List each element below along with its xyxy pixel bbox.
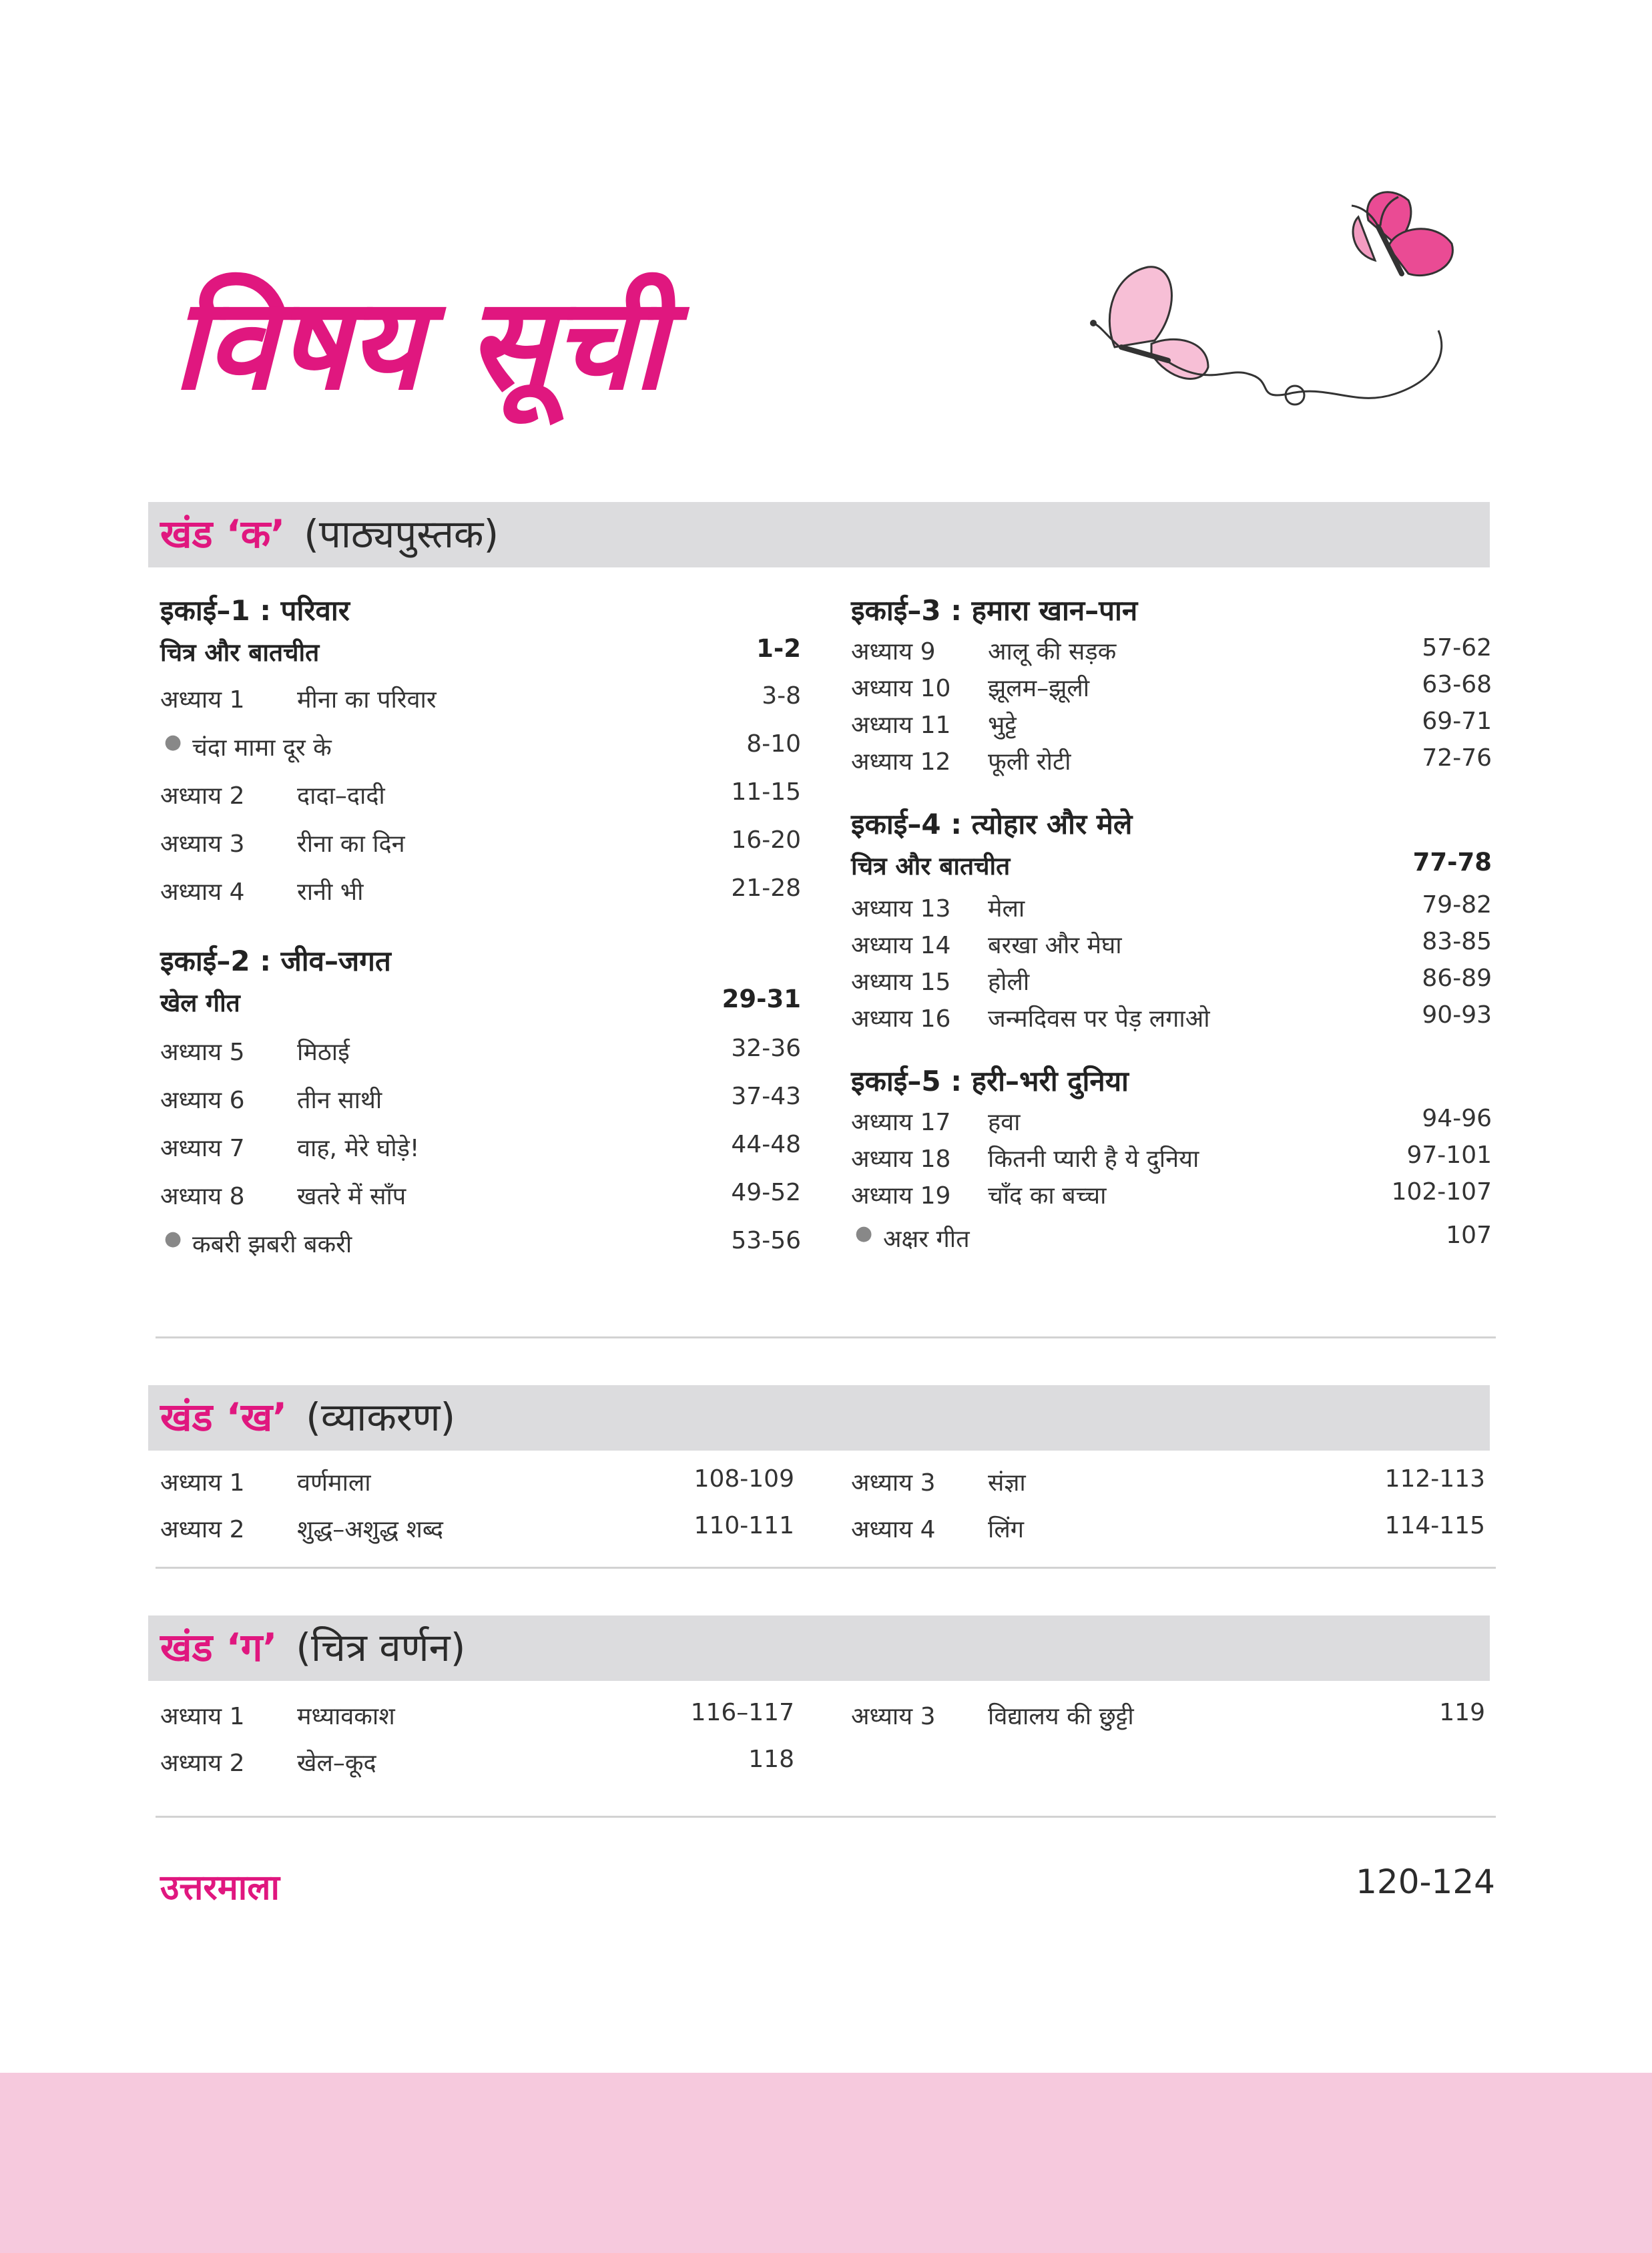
toc-row[interactable]: [160, 826, 801, 874]
toc-row[interactable]: [160, 1083, 801, 1131]
row-chapter: अध्याय 10: [851, 675, 951, 702]
toc-row[interactable]: [160, 1035, 801, 1083]
row-pages: 118: [748, 1746, 794, 1773]
row-chapter: अध्याय 17: [851, 1109, 951, 1136]
row-pages: 21-28: [731, 874, 801, 902]
row-chapter: अध्याय 6: [160, 1087, 245, 1114]
row-pages: 69-71: [1422, 708, 1492, 735]
row-chapter: अध्याय 2: [160, 782, 245, 810]
row-title: भुट्टे: [988, 712, 1017, 739]
row-title: होली: [988, 969, 1030, 996]
row-chapter: अध्याय 2: [160, 1516, 245, 1543]
toc-row[interactable]: [851, 848, 1492, 891]
row-pages: 44-48: [731, 1131, 801, 1158]
divider: [156, 1336, 1496, 1338]
toc-row[interactable]: [851, 1178, 1492, 1222]
row-title: दादा–दादी: [297, 782, 385, 810]
row-chapter: अध्याय 4: [851, 1516, 936, 1543]
toc-row[interactable]: [160, 778, 801, 826]
row-title: मिठाई: [297, 1039, 350, 1066]
section-b-label: खंड ‘ख’: [160, 1395, 288, 1440]
row-title: खेल–कूद: [297, 1750, 376, 1777]
row-pages: 108-109: [694, 1465, 794, 1493]
unit-5-title: इकाई–5 : हरी–भरी दुनिया: [851, 1065, 1129, 1097]
row-title: खेल गीत: [160, 989, 240, 1017]
row-pages: 1-2: [756, 634, 801, 663]
toc-row[interactable]: [160, 874, 801, 938]
section-c-subtitle: (चित्र वर्णन): [296, 1625, 466, 1670]
row-title: बरखा और मेघा: [988, 932, 1122, 959]
page-title: विषय सूची: [172, 269, 666, 418]
row-pages: 112-113: [1384, 1465, 1485, 1493]
row-pages: 119: [1439, 1699, 1485, 1726]
row-title: चंदा मामा दूर के: [192, 734, 332, 762]
toc-right-column: [851, 587, 1492, 1258]
row-title: चित्र और बातचीत: [851, 852, 1011, 881]
row-chapter: अध्याय 2: [160, 1750, 245, 1777]
row-pages: 16-20: [731, 826, 801, 854]
section-b-band: [148, 1385, 1490, 1451]
section-c-label: खंड ‘ग’: [160, 1625, 278, 1670]
section-b-subtitle: (व्याकरण): [306, 1395, 456, 1440]
toc-row[interactable]: [851, 1105, 1492, 1142]
row-title: वर्णमाला: [297, 1469, 371, 1497]
row-title: मध्यावकाश: [297, 1703, 395, 1730]
row-title: मेला: [988, 895, 1025, 923]
row-pages: 110-111: [694, 1512, 794, 1539]
divider: [156, 1816, 1496, 1818]
toc-row[interactable]: [851, 928, 1492, 965]
section-a-subtitle: (पाठ्यपुस्तक): [304, 511, 499, 557]
toc-row[interactable]: [160, 1227, 801, 1275]
row-pages: 53-56: [731, 1227, 801, 1254]
toc-row[interactable]: [851, 891, 1492, 928]
row-title: फूली रोटी: [988, 748, 1071, 776]
toc-row[interactable]: [160, 985, 801, 1035]
row-pages: 57-62: [1422, 634, 1492, 662]
toc-row[interactable]: [851, 965, 1492, 1001]
footer-band: [0, 2073, 1652, 2253]
row-pages: 107: [1446, 1222, 1492, 1249]
toc-row[interactable]: [851, 1142, 1492, 1178]
row-pages: 90-93: [1422, 1001, 1492, 1029]
row-pages: 32-36: [731, 1035, 801, 1062]
row-title: मीना का परिवार: [297, 686, 437, 714]
unit-2-title: इकाई–2 : जीव–जगत: [160, 945, 391, 977]
row-title: रीना का दिन: [297, 830, 405, 858]
section-a-band: [148, 502, 1490, 567]
row-chapter: अध्याय 5: [160, 1039, 245, 1066]
row-chapter: अध्याय 18: [851, 1146, 951, 1173]
row-pages: 94-96: [1422, 1105, 1492, 1132]
row-title: चाँद का बच्चा: [988, 1182, 1107, 1210]
row-title: झूलम–झूली: [988, 675, 1090, 702]
row-chapter: अध्याय 1: [160, 1469, 245, 1497]
row-chapter: अध्याय 3: [851, 1469, 936, 1497]
toc-row[interactable]: [160, 634, 801, 682]
row-chapter: अध्याय 9: [851, 638, 936, 666]
row-chapter: अध्याय 8: [160, 1183, 245, 1210]
row-title: जन्मदिवस पर पेड़ लगाओ: [988, 1005, 1210, 1033]
row-chapter: अध्याय 13: [851, 895, 951, 923]
row-pages: 97-101: [1406, 1142, 1492, 1169]
row-title: रानी भी: [297, 879, 364, 906]
row-title: हवा: [988, 1109, 1021, 1136]
row-pages: 114-115: [1384, 1512, 1485, 1539]
answers-pages: 120-124: [1356, 1862, 1495, 1901]
row-chapter: अध्याय 12: [851, 748, 951, 776]
toc-row[interactable]: [160, 1179, 801, 1227]
toc-row[interactable]: [851, 671, 1492, 708]
row-chapter: अध्याय 3: [160, 830, 245, 858]
row-pages: 83-85: [1422, 928, 1492, 955]
row-pages: 8-10: [746, 730, 801, 758]
row-title: खतरे में साँप: [297, 1183, 406, 1210]
toc-row[interactable]: [851, 634, 1492, 671]
toc-row[interactable]: [851, 708, 1492, 744]
butterflies-illustration: [1075, 180, 1475, 434]
right-butterfly-icon: [1352, 192, 1452, 276]
row-title: विद्यालय की छुट्टी: [988, 1703, 1134, 1730]
answers-link[interactable]: उत्तरमाला: [160, 1868, 280, 1908]
section-a-label: खंड ‘क’: [160, 511, 286, 557]
row-title: लिंग: [988, 1516, 1025, 1543]
left-butterfly-icon: [1090, 267, 1442, 405]
row-chapter: अध्याय 4: [160, 879, 245, 906]
row-title: आलू की सड़क: [988, 638, 1117, 666]
row-pages: 11-15: [731, 778, 801, 806]
row-pages: 116–117: [690, 1699, 794, 1726]
row-chapter: अध्याय 19: [851, 1182, 951, 1210]
row-pages: 37-43: [731, 1083, 801, 1110]
toc-row[interactable]: [160, 1131, 801, 1179]
bullet-icon: ●: [164, 1227, 182, 1250]
row-title: शुद्ध–अशुद्ध शब्द: [297, 1516, 444, 1543]
row-title: अक्षर गीत: [883, 1226, 970, 1253]
row-pages: 3-8: [762, 682, 801, 710]
toc-left-column: [160, 587, 801, 1275]
bullet-icon: ●: [164, 730, 182, 754]
unit-3-title: इकाई–3 : हमारा खान–पान: [851, 594, 1138, 627]
row-chapter: अध्याय 16: [851, 1005, 951, 1033]
row-pages: 29-31: [722, 985, 801, 1013]
row-pages: 102-107: [1391, 1178, 1492, 1206]
toc-row[interactable]: [851, 1001, 1492, 1058]
section-c-band: [148, 1615, 1490, 1681]
row-chapter: अध्याय 3: [851, 1703, 936, 1730]
row-title: कबरी झबरी बकरी: [192, 1231, 352, 1258]
row-pages: 77-78: [1412, 848, 1492, 877]
row-chapter: अध्याय 11: [851, 712, 951, 739]
row-chapter: अध्याय 15: [851, 969, 951, 996]
row-title: चित्र और बातचीत: [160, 638, 320, 667]
row-pages: 79-82: [1422, 891, 1492, 919]
toc-row[interactable]: [160, 730, 801, 778]
row-title: तीन साथी: [297, 1087, 382, 1114]
row-pages: 49-52: [731, 1179, 801, 1206]
divider: [156, 1567, 1496, 1569]
row-pages: 63-68: [1422, 671, 1492, 698]
row-title: कितनी प्यारी है ये दुनिया: [988, 1146, 1199, 1173]
row-title: संज्ञा: [988, 1469, 1026, 1497]
unit-4-title: इकाई–4 : त्योहार और मेले: [851, 808, 1133, 840]
row-pages: 86-89: [1422, 965, 1492, 992]
row-chapter: अध्याय 1: [160, 686, 245, 714]
bullet-icon: ●: [855, 1222, 873, 1245]
row-title: वाह, मेरे घोड़े!: [297, 1135, 420, 1162]
unit-1-title: इकाई–1 : परिवार: [160, 594, 350, 627]
toc-row[interactable]: [851, 1222, 1492, 1258]
row-chapter: अध्याय 14: [851, 932, 951, 959]
toc-row[interactable]: [160, 682, 801, 730]
row-pages: 72-76: [1422, 744, 1492, 772]
row-chapter: अध्याय 7: [160, 1135, 245, 1162]
row-chapter: अध्याय 1: [160, 1703, 245, 1730]
toc-row[interactable]: [851, 744, 1492, 801]
